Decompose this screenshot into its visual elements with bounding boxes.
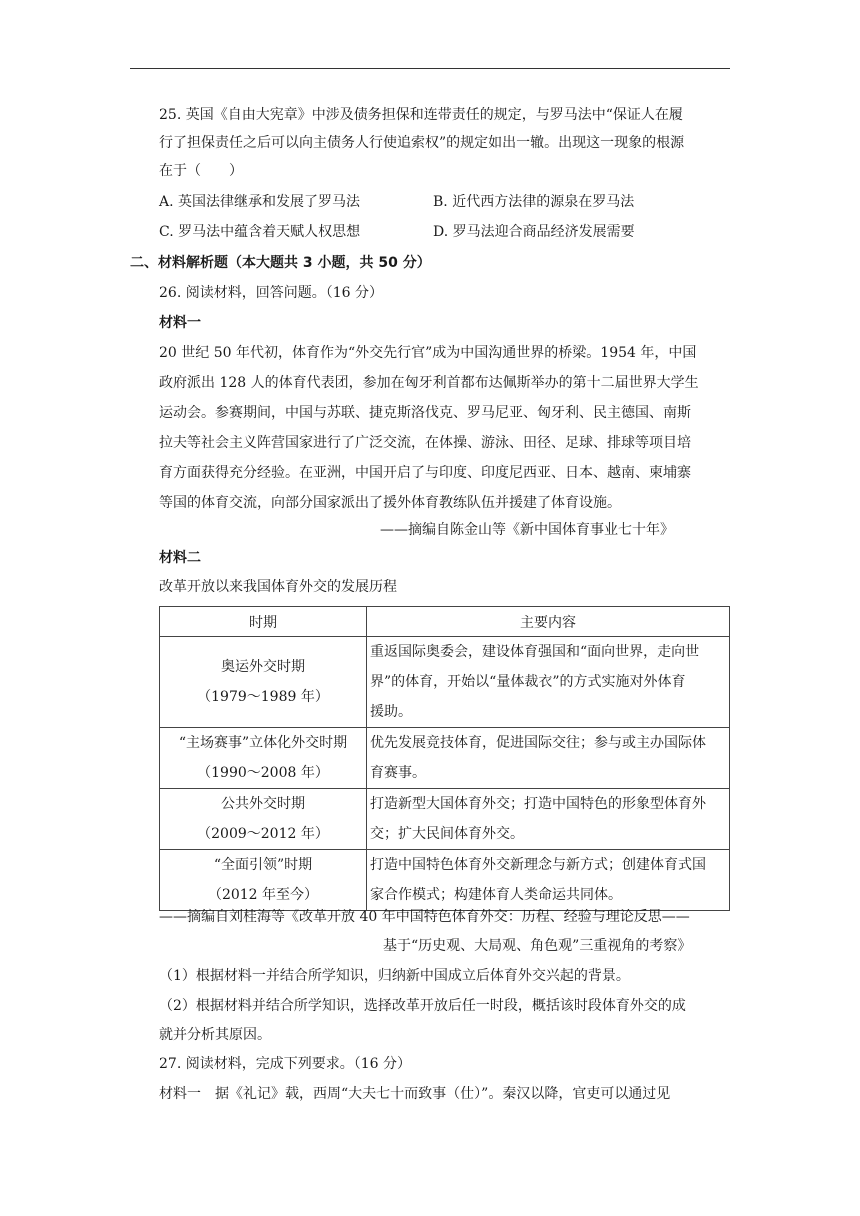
period-years: （2009～2012 年） bbox=[197, 826, 329, 842]
q26-material2-source-line-2: 基于“历史观、大局观、角色观”三重视角的考察》 bbox=[383, 938, 692, 954]
content-line: 援助。 bbox=[370, 704, 412, 720]
section-heading: 二、材料解析题（本大题共 3 小题，共 50 分） bbox=[130, 255, 431, 271]
q25-line-2: 行了担保责任之后可以向主债务人行使追索权”的规定如出一辙。出现这一现象的根源 bbox=[159, 135, 685, 151]
period-years: （1990～2008 年） bbox=[197, 765, 329, 781]
table-row bbox=[160, 850, 730, 911]
q25-line-1: 25. 英国《自由大宪章》中涉及债务担保和连带责任的规定，与罗马法中“保证人在履 bbox=[159, 107, 683, 123]
q26-intro: 26. 阅读材料，回答问题。（16 分） bbox=[159, 285, 383, 301]
period-name: “全面引领”时期 bbox=[213, 857, 313, 873]
table-header-content: 主要内容 bbox=[367, 607, 730, 637]
content-line: 育赛事。 bbox=[370, 765, 426, 781]
q26-question-2-line-2: 就并分析其原因。 bbox=[159, 1027, 271, 1043]
content-line: 交；扩大民间体育外交。 bbox=[370, 826, 524, 842]
q26-material2-title: 材料二 bbox=[159, 550, 201, 566]
content-line: 界”的体育，开始以“量体裁衣”的方式实施对外体育 bbox=[370, 674, 686, 690]
q26-question-1: （1）根据材料一并结合所学知识，归纳新中国成立后体育外交兴起的背景。 bbox=[159, 968, 630, 984]
period-cell bbox=[160, 789, 367, 850]
q25-option-c: C. 罗马法中蕴含着天赋人权思想 bbox=[159, 224, 361, 240]
q27-intro: 27. 阅读材料，完成下列要求。（16 分） bbox=[159, 1056, 411, 1072]
q25-option-b: B. 近代西方法律的源泉在罗马法 bbox=[433, 194, 635, 210]
content-line: 打造中国特色体育外交新理念与新方式；创建体育式国 bbox=[370, 857, 706, 873]
q26-material1-line-3: 运动会。参赛期间，中国与苏联、捷克斯洛伐克、罗马尼亚、匈牙利、民主德国、南斯 bbox=[159, 405, 691, 421]
q25-line-3: 在于（ ） bbox=[159, 163, 243, 179]
q26-material1-line-4: 拉夫等社会主义阵营国家进行了广泛交流，在体操、游泳、田径、足球、排球等项目培 bbox=[159, 435, 691, 451]
q26-material1-line-5: 育方面获得充分经验。在亚洲，中国开启了与印度、印度尼西亚、日本、越南、柬埔寨 bbox=[159, 465, 691, 481]
period-cell bbox=[160, 850, 367, 911]
q25-option-a: A. 英国法律继承和发展了罗马法 bbox=[159, 194, 361, 210]
content-line: 家合作模式；构建体育人类命运共同体。 bbox=[370, 887, 622, 903]
q26-material1-line-2: 政府派出 128 人的体育代表团，参加在匈牙利首都布达佩斯举办的第十二届世界大学生 bbox=[159, 375, 699, 391]
q26-question-2-line-1: （2）根据材料并结合所学知识，选择改革开放后任一时段，概括该时段体育外交的成 bbox=[159, 998, 686, 1014]
q26-material2-source-line-1: ——摘编自刘桂海等《改革开放 40 年中国特色体育外交：历程、经验与理论反思—— bbox=[159, 909, 690, 925]
header-rule bbox=[130, 68, 730, 69]
table-header-period: 时期 bbox=[160, 607, 367, 637]
content-line: 优先发展竞技体育，促进国际交往；参与或主办国际体 bbox=[370, 735, 706, 751]
period-cell bbox=[160, 637, 367, 728]
table-row bbox=[160, 728, 730, 789]
q27-material1-line-1: 材料一 据《礼记》载，西周“大夫七十而致事（仕）”。秦汉以降，官吏可以通过见 bbox=[159, 1086, 671, 1102]
content-line: 打造新型大国体育外交；打造中国特色的形象型体育外 bbox=[370, 796, 706, 812]
period-years: （2012 年至今） bbox=[207, 887, 319, 903]
q25-option-d: D. 罗马法迎合商品经济发展需要 bbox=[433, 224, 635, 240]
q26-material1-title: 材料一 bbox=[159, 315, 201, 331]
period-years: （1979～1989 年） bbox=[197, 689, 329, 705]
q26-material1-line-6: 等国的体育交流，向部分国家派出了援外体育教练队伍并援建了体育设施。 bbox=[159, 495, 621, 511]
period-table bbox=[159, 606, 730, 911]
period-name: “主场赛事”立体化外交时期 bbox=[178, 735, 348, 751]
content-cell bbox=[367, 728, 730, 789]
q26-material1-line-1: 20 世纪 50 年代初，体育作为“外交先行官”成为中国沟通世界的桥梁。1954 年，中国 bbox=[159, 345, 697, 361]
content-cell bbox=[367, 789, 730, 850]
period-cell bbox=[160, 728, 367, 789]
period-name: 奥运外交时期 bbox=[221, 659, 305, 675]
content-line: 重返国际奥委会，建设体育强国和“面向世界，走向世 bbox=[370, 644, 700, 660]
content-cell bbox=[367, 637, 730, 728]
table-header-row bbox=[160, 607, 730, 637]
period-name: 公共外交时期 bbox=[221, 796, 305, 812]
content-cell bbox=[367, 850, 730, 911]
table-row bbox=[160, 637, 730, 728]
table-row bbox=[160, 789, 730, 850]
q26-material2-caption: 改革开放以来我国体育外交的发展历程 bbox=[159, 579, 397, 595]
q26-material1-source: ——摘编自陈金山等《新中国体育事业七十年》 bbox=[380, 522, 674, 538]
